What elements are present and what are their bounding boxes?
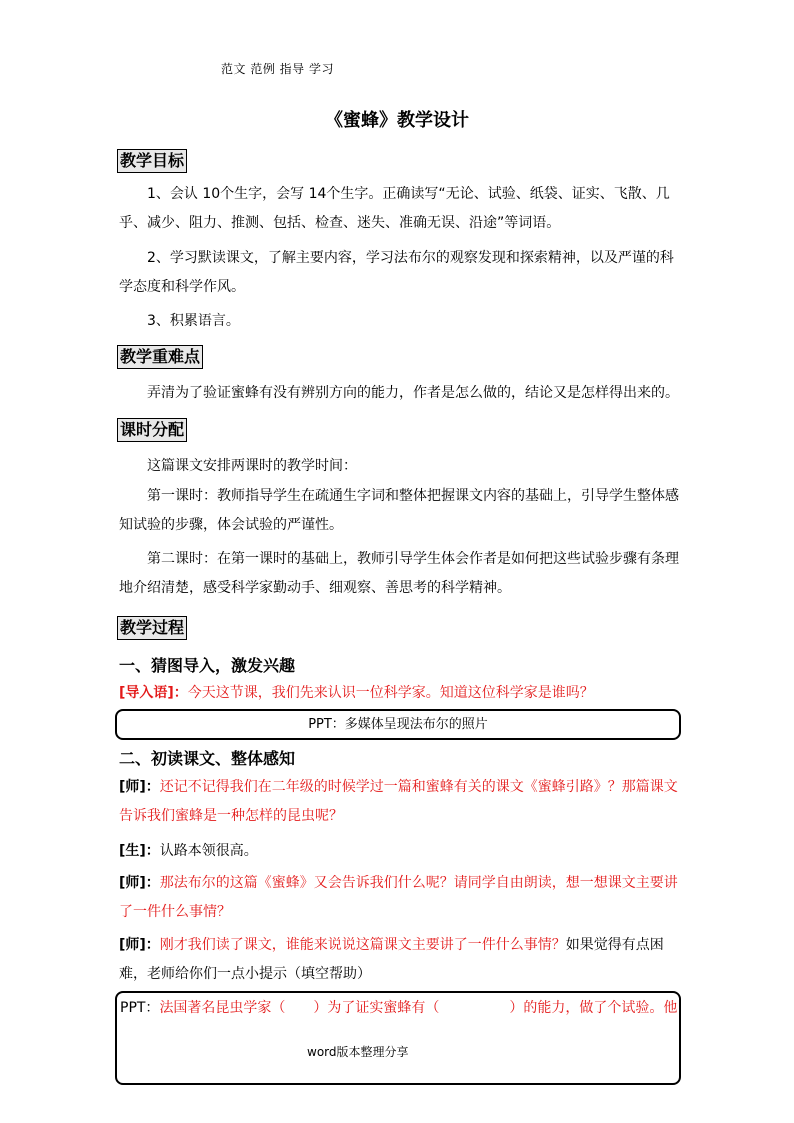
section-heading-goals: 教学目标	[117, 149, 187, 173]
ppt-box-photo	[115, 709, 681, 740]
teacher-tag: [师]：	[119, 875, 160, 891]
key-points-paragraph: 弄清为了验证蜜蜂有没有辨别方向的能力，作者是怎么做的，结论又是怎样得出来的。	[147, 385, 679, 401]
teacher-question-2	[119, 869, 681, 927]
teacher-question-1	[119, 773, 681, 831]
lead-in-tag: [导入语]：	[119, 685, 188, 701]
process-part1-title: 一、猜图导入，激发兴趣	[119, 656, 296, 675]
ppt-fill-blank-prompt: 法国著名昆虫学家（ ）为了证实蜜蜂有（ ）的能力，做了个试验。他	[159, 1000, 678, 1016]
teacher-question-3-red: 刚才我们读了课文，谁能来说说这篇课文主要讲了一件什么事情？	[159, 937, 566, 953]
ppt-box-fill-blank-text	[120, 997, 677, 1017]
document-title: 《蜜蜂》教学设计	[325, 110, 469, 131]
process-part2-title: 二、初读课文、整体感知	[119, 749, 296, 768]
teacher-question-1-text: 还记不记得我们在二年级的时候学过一篇和蜜蜂有关的课文《蜜蜂引路》？那篇课文告诉我们蜜蜂是一种怎样的昆虫呢？	[119, 779, 678, 824]
lead-in-text: 今天这节课，我们先来认识一位科学家。知道这位科学家是谁吗？	[187, 685, 594, 701]
schedule-first-lesson: 第一课时：教师指导学生在疏通生字词和整体把握课文内容的基础上，引导学生整体感知试验的步骤，体会试验的严谨性。	[119, 488, 679, 533]
goal-paragraph-2: 2、学习默读课文，了解主要内容，学习法布尔的观察发现和探索精神，以及严谨的科学态度和科学作风。	[119, 250, 674, 295]
ppt-box-fill-blank	[115, 991, 681, 1085]
section-heading-key-points: 教学重难点	[117, 345, 203, 369]
teacher-tag: [师]：	[119, 937, 160, 953]
ppt-box-photo-text: PPT：多媒体呈现法布尔的照片	[308, 717, 488, 732]
teacher-question-2-text: 那法布尔的这篇《蜜蜂》又会告诉我们什么呢？请同学自由朗读，想一想课文主要讲了一件什么事情？	[119, 875, 678, 920]
student-answer-1	[119, 837, 681, 866]
schedule-second-lesson: 第二课时：在第一课时的基础上，教师引导学生体会作者是如何把这些试验步骤有条理地介绍清楚，感受科学家勤动手、细观察、善思考的科学精神。	[119, 551, 679, 596]
lead-in-line	[119, 679, 681, 708]
page-header: 范文 范例 指导 学习	[221, 62, 334, 76]
page-footer: word版本整理分享	[307, 1045, 409, 1059]
goal-paragraph-1: 1、会认 10个生字，会写 14个生字。正确读写“无论、试验、纸袋、证实、飞散、几乎、减少、阻力、推测、包括、检查、迷失、准确无误、沿途”等词语。	[119, 186, 670, 231]
teacher-question-3-black: 如果觉得有点困难，老师给你们一点小提示（填空帮助）	[119, 937, 664, 982]
section-heading-schedule: 课时分配	[117, 418, 187, 442]
teacher-tag: [师]：	[119, 779, 160, 795]
student-answer-1-text: 认路本领很高。	[159, 843, 258, 859]
teacher-question-3	[119, 931, 681, 989]
student-tag: [生]：	[119, 843, 160, 859]
ppt-label: PPT：	[120, 1000, 160, 1016]
section-heading-process: 教学过程	[117, 616, 187, 640]
schedule-intro: 这篇课文安排两课时的教学时间：	[147, 458, 357, 474]
goal-paragraph-3: 3、积累语言。	[147, 313, 240, 329]
